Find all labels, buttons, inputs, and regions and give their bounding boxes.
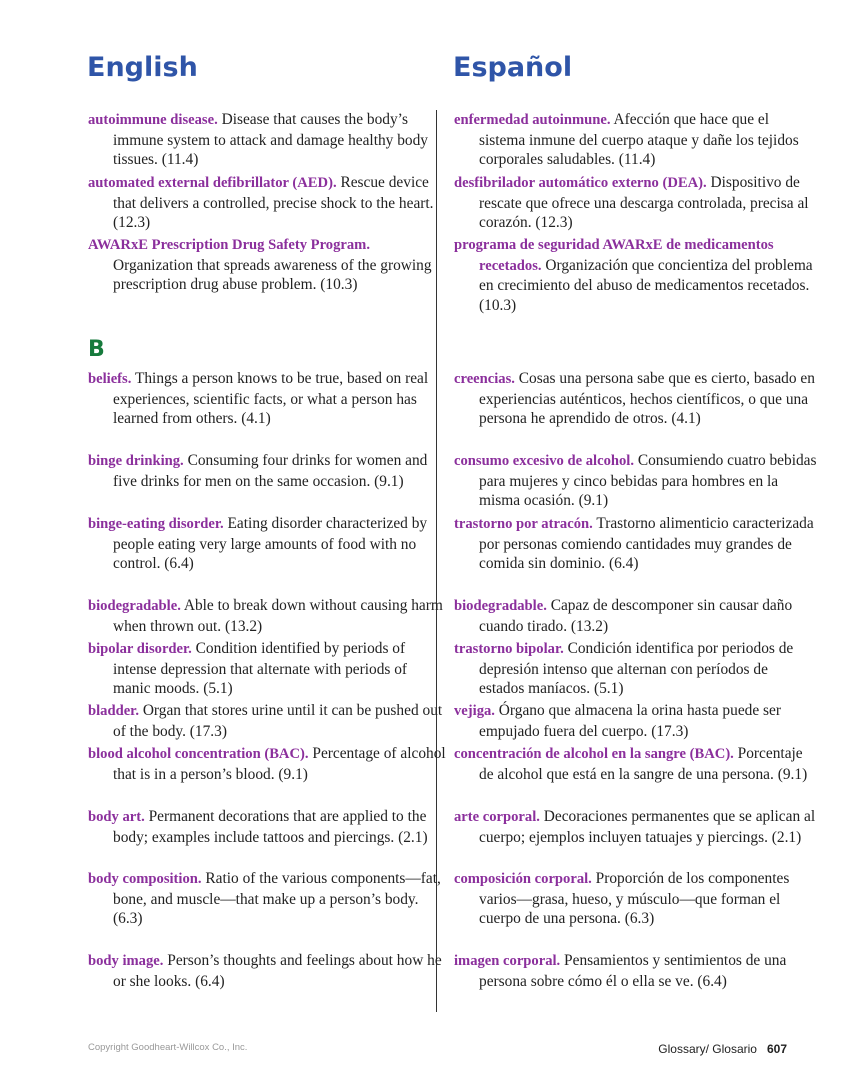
glossary-entry-en [88,744,448,784]
glossary-entry-es [454,451,817,511]
glossary-term: biodegradable. [88,598,181,614]
glossary-entry-en [88,639,448,699]
glossary-entry-es [454,701,817,741]
spanish-heading: Español [453,52,573,83]
copyright: Copyright Goodheart-Willcox Co., Inc. [88,1042,248,1053]
glossary-entry-en [88,596,448,636]
glossary-entry-en [88,869,448,929]
glossary-definition: Organization that spreads awareness of the growing prescription drug abuse problem. (10.3) [113,256,432,294]
glossary-definition: Órgano que almacena la orina hasta puede ser empujado fuera del cuerpo. (17.3) [479,702,781,740]
glossary-term: body art. [88,809,145,825]
glossary-term: AWARxE Prescription Drug Safety Program. [88,237,370,253]
glossary-definition: Dispositivo de rescate que ofrece una descarga controlada, precisa al corazón. (12.3) [479,174,809,232]
glossary-term: autoimmune disease. [88,112,218,128]
glossary-entry-en [88,701,448,741]
glossary-term: vejiga. [454,703,495,719]
glossary-entry-es [454,235,817,315]
glossary-definition: Organización que concientiza del problema en crecimiento del abuso de medicamentos recetados. (10.3) [479,256,813,314]
glossary-definition: Ratio of the various components—fat, bone, and muscle—that make up a person’s body. (6.3) [113,870,441,928]
glossary-term: imagen corporal. [454,953,561,969]
glossary-entry-es [454,639,817,699]
glossary-entry-en [88,173,448,233]
glossary-entry-en [88,451,448,491]
glossary-term: composición corporal. [454,871,592,887]
glossary-definition: Things a person knows to be true, based on real experiences, scientific facts, or what a person has learned from others. (4.1) [113,370,429,428]
glossary-definition: Trastorno alimenticio caracterizada por personas comiendo cantidades muy grandes de comida sin dominio. (6.4) [479,515,814,573]
glossary-definition: Permanent decorations that are applied to the body; examples include tattoos and piercings. (2.1) [113,808,428,846]
glossary-term: concentración de alcohol en la sangre (BAC). [454,746,734,762]
glossary-definition: Porcentaje de alcohol que está en la sangre de una persona. (9.1) [479,745,808,783]
glossary-definition: Organ that stores urine until it can be pushed out of the body. (17.3) [113,702,443,740]
glossary-definition: Afección que hace que el sistema inmune del cuerpo ataque y dañe los tejidos corporales saludables. (11.4) [479,111,799,169]
glossary-term: automated external defibrillator (AED). [88,175,337,191]
glossary-definition: Condición identifica por periodos de depresión intenso que alternan con períodos de estados maníacos. (5.1) [479,640,794,698]
glossary-entry-es [454,369,817,429]
glossary-definition: Decoraciones permanentes que se aplican al cuerpo; ejemplos incluyen tatuajes y piercings. (2.1) [479,808,816,846]
glossary-definition: Pensamientos y sentimientos de una persona sobre cómo él o ella se ve. (6.4) [479,952,787,990]
glossary-term: binge drinking. [88,453,184,469]
glossary-entry-es [454,744,817,784]
glossary-term: arte corporal. [454,809,540,825]
glossary-term: trastorno bipolar. [454,641,564,657]
glossary-entry-es [454,514,817,574]
glossary-entry-en [88,369,448,429]
glossary-term: blood alcohol concentration (BAC). [88,746,309,762]
glossary-definition: Capaz de descomponer sin causar daño cuando tirado. (13.2) [479,597,793,635]
glossary-term: consumo excesivo de alcohol. [454,453,634,469]
glossary-term: biodegradable. [454,598,547,614]
glossary-definition: Rescue device that delivers a controlled, precise shock to the heart. (12.3) [113,174,434,232]
glossary-entry-en [88,235,448,295]
glossary-definition: Disease that causes the body’s immune system to attack and damage healthy body tissues. (11.4) [113,111,428,169]
glossary-term: binge-eating disorder. [88,516,224,532]
glossary-entry-en [88,110,448,170]
glossary-entry-es [454,869,817,929]
glossary-definition: Cosas una persona sabe que es cierto, basado en experiencias auténticos, hechos científicos, o que una persona he aprendido de otros. (4.1) [479,370,815,428]
glossary-entry-en [88,807,448,847]
glossary-entry-es [454,951,817,991]
glossary-entry-es [454,110,817,170]
glossary-definition: Eating disorder characterized by people eating very large amounts of food with no control. (6.4) [113,515,428,573]
glossary-term: body composition. [88,871,202,887]
glossary-term: creencias. [454,371,515,387]
running-head-title: Glossary/ Glosario [658,1042,757,1056]
glossary-entry-en [88,951,448,991]
glossary-entry-es [454,596,817,636]
running-head [658,1042,787,1056]
glossary-term: programa de seguridad AWARxE de medicamentos recetados. [454,237,774,274]
glossary-definition: Person’s thoughts and feelings about how he or she looks. (6.4) [113,952,442,990]
glossary-term: desfibrilador automático externo (DEA). [454,175,707,191]
glossary-definition: Consuming four drinks for women and five drinks for men on the same occasion. (9.1) [113,452,428,490]
glossary-term: bipolar disorder. [88,641,192,657]
glossary-entry-es [454,173,817,233]
glossary-entry-en [88,514,448,574]
glossary-definition: Condition identified by periods of intense depression that alternate with periods of manic moods. (5.1) [113,640,408,698]
glossary-entry-es [454,807,817,847]
section-letter-b: B [88,337,105,362]
glossary-definition: Able to break down without causing harm when thrown out. (13.2) [113,597,443,635]
glossary-definition: Proporción de los componentes varios—grasa, hueso, y músculo—que forman el cuerpo de una persona. (6.3) [479,870,790,928]
glossary-definition: Percentage of alcohol that is in a person’s blood. (9.1) [113,745,446,783]
glossary-term: beliefs. [88,371,132,387]
glossary-term: trastorno por atracón. [454,516,593,532]
glossary-term: enfermedad autoinmune. [454,112,611,128]
english-heading: English [87,52,198,83]
glossary-definition: Consumiendo cuatro bebidas para mujeres y cinco bebidas para hombres en la misma ocasión. (9.1) [479,452,817,510]
page-number: 607 [766,1042,787,1056]
glossary-term: bladder. [88,703,139,719]
glossary-term: body image. [88,953,164,969]
